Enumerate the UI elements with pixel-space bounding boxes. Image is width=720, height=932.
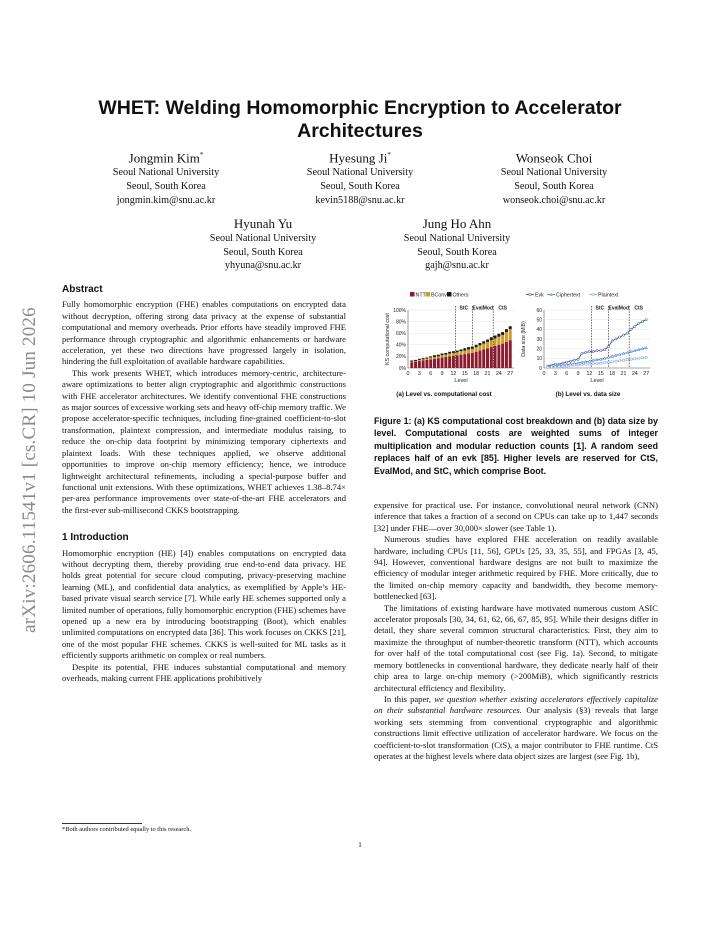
bar-segment [425, 359, 428, 360]
bar-segment [414, 360, 417, 361]
data-point [573, 359, 575, 361]
bar-segment [410, 362, 413, 363]
author-block [163, 216, 363, 273]
bar-segment [482, 341, 485, 343]
legend-label: Others [452, 292, 469, 299]
data-point [634, 349, 636, 351]
bar-segment [463, 354, 466, 368]
author-name: Wonseok Choi [515, 150, 593, 166]
bar-segment [441, 355, 444, 357]
x-axis-label: Level [590, 378, 604, 384]
bar-segment [452, 356, 455, 368]
bar-segment [501, 332, 504, 335]
data-point [630, 350, 632, 352]
bar-segment [418, 359, 421, 360]
data-point [641, 347, 643, 349]
author-affiliation: Seoul National University [403, 233, 511, 244]
author-block [66, 147, 266, 207]
y-tick-label: 100% [393, 307, 406, 314]
data-point [622, 352, 624, 354]
bar-segment [478, 343, 481, 345]
bar-segment [452, 351, 455, 353]
data-point [566, 365, 568, 367]
data-point [615, 338, 617, 340]
author-location: Seoul, South Korea [223, 246, 303, 258]
data-point [645, 319, 647, 321]
data-point [619, 360, 621, 362]
right-column [374, 500, 658, 762]
text-run: In this paper, [384, 693, 435, 704]
region-label: EvalMod [608, 305, 630, 312]
x-tick-label: 12 [586, 371, 593, 377]
bar-segment [456, 351, 459, 353]
region-label: StC [595, 305, 605, 312]
data-point [581, 352, 583, 354]
y-tick-label: 0% [398, 365, 406, 372]
x-tick-label: 15 [461, 371, 468, 377]
author-location: Seoul, South Korea [126, 180, 206, 192]
x-tick-label: 24 [495, 371, 502, 377]
legend-label: BConv [431, 292, 447, 299]
region-label: CtS [634, 305, 643, 312]
section-heading: 1 Introduction [62, 532, 129, 544]
data-point [588, 350, 590, 352]
bar-segment [505, 342, 508, 368]
x-tick-label: 0 [542, 371, 546, 377]
x-tick-label: 15 [597, 371, 604, 377]
data-point [600, 350, 602, 352]
bar-segment [460, 355, 463, 368]
bar-segment [452, 353, 455, 356]
bar-segment [448, 356, 451, 368]
data-point [604, 362, 606, 364]
y-tick-label: 30 [536, 336, 542, 343]
data-point [584, 360, 586, 362]
y-tick-label: 40 [536, 327, 542, 334]
x-axis-label: Level [454, 378, 468, 384]
bar-segment [494, 346, 497, 368]
data-point [645, 346, 647, 348]
author-location: Seoul, South Korea [320, 180, 400, 192]
author-name: Jung Ho Ahn [422, 216, 492, 231]
bar-segment [509, 340, 512, 368]
data-point [581, 361, 583, 363]
data-point [634, 358, 636, 360]
author-location: Seoul, South Korea [417, 246, 497, 258]
data-point [596, 362, 598, 364]
x-tick-label: 27 [507, 371, 514, 377]
legend-swatch [426, 292, 431, 297]
y-tick-label: 20% [395, 354, 406, 361]
author-mark: * [387, 151, 391, 159]
data-point [588, 363, 590, 365]
text-run: Our analysis (§3) reveals that large working sets stemming from conventional cryptographic and algorithmic constructions limit effective utilization of accelerator hardware. We focus on the coefficient-to-slot transformation (CtS), a major contributor to FHE runtime. CtS operates at the highest levels where data object sizes are largest (see Fig. 1b), [374, 705, 659, 761]
bar-segment [497, 345, 500, 368]
legend-marker [529, 293, 531, 295]
region-label: StC [459, 305, 469, 312]
author-name: Jongmin Kim [128, 150, 200, 166]
bar-segment [475, 347, 478, 352]
body-paragraph: expensive for practical use. For instance, convolutional neural network (CNN) inference that takes a fraction of a second on CPUs can take up to 1,447 seconds [32] under FHE—over 30,000× slower (see Table 1). [374, 500, 658, 533]
bar-segment [494, 336, 497, 339]
arxiv-identifier: arXiv:2606.11541v1 [cs.CR] 10 Jun 2026 [19, 307, 40, 633]
legend-swatch [410, 292, 415, 297]
x-tick-label: 18 [473, 371, 480, 377]
data-point [577, 364, 579, 366]
x-tick-label: 6 [565, 371, 569, 377]
legend-label: NTT [415, 292, 426, 299]
y-axis-label: KS computational cost [385, 313, 391, 365]
paper-title: WHET: Welding Homomorphic Encryption to Accelerator Architectures [98, 97, 622, 142]
x-tick-label: 6 [429, 371, 433, 377]
x-tick-label: 9 [576, 371, 580, 377]
data-point [626, 359, 628, 361]
data-point [622, 334, 624, 336]
data-point [570, 365, 572, 367]
bar-segment [471, 353, 474, 368]
legend-label: Ciphertext [556, 292, 581, 299]
data-point [577, 362, 579, 364]
bar-segment [509, 326, 512, 329]
x-tick-label: 12 [450, 371, 457, 377]
y-axis-label: Data size (MiB) [521, 321, 527, 357]
data-point [558, 366, 560, 368]
bar-segment [501, 344, 504, 368]
bar-segment [471, 347, 474, 349]
data-point [603, 349, 605, 351]
data-point [596, 358, 598, 360]
data-point [611, 355, 613, 357]
x-tick-label: 21 [484, 371, 491, 377]
bar-segment [425, 360, 428, 368]
y-tick-label: 80% [395, 319, 406, 326]
data-point [607, 346, 609, 348]
bar-segment [441, 358, 444, 368]
bar-segment [467, 349, 470, 353]
bar-segment [478, 345, 481, 350]
subcaption-a: (a) Level vs. computational cost [396, 391, 492, 398]
data-point [581, 364, 583, 366]
bar-segment [471, 349, 474, 353]
bar-segment [429, 356, 432, 357]
bar-segment [490, 337, 493, 340]
body-paragraph: The limitations of existing hardware have motivated numerous custom ASIC accelerator proposals [30, 34, 61, 62, 66, 67, 85, 95]. While their designs differ in detail, they share several common structural characteristics. First, they aim to maximize the throughput of number-theoretic transform (NTT), which accounts for over half of the total computational cost (see Fig. 1a). Second, to mitigate memory bottlenecks in conventional hardware, they dedicate nearly half of their chip area to large on-chip memory (>200MiB), which significantly restricts architectural efficiency and flexibility. [374, 602, 658, 693]
y-tick-label: 50 [536, 317, 542, 324]
data-point [607, 356, 609, 358]
data-point [592, 363, 594, 365]
data-point [592, 359, 594, 361]
legend-marker [592, 294, 594, 296]
bar-segment [448, 354, 451, 357]
data-point [596, 350, 598, 352]
region-label: EvalMod [472, 305, 494, 312]
data-point [573, 364, 575, 366]
legend-label: Evk [535, 292, 544, 299]
data-point [630, 328, 632, 330]
bar-segment [422, 358, 425, 359]
abstract-paragraph: This work presents WHET, which introduces memory-centric, architecture-aware optimizations to better align cryptographic and algorithmic constructions with FHE accelerator architectures. We identify conventional FHE constructions as major sources of excessive working sets and heavy off-chip memory traffic. We propose accelerator-specific techniques, including fine-grained coefficient-to-slot transformation, plaintext compression, and intermediate modulus raising, to reduce the on-chip data footprint by minimizing temporary ciphertexts and plaintext loads. With these techniques applied, we observe additional opportunities to improve on-chip memory efficiency; hence, we introduce lightweight architectural refinements, including a special-purpose buffer and functional unit extensions. With these optimizations, WHET achieves 1.38–8.74× per-area performance improvements over state-of-the-art FHE accelerators and the first-ever sub-millisecond CKKS bootstrapping. [62, 367, 346, 515]
data-point [611, 361, 613, 363]
bar-segment [429, 358, 432, 360]
bar-segment [486, 340, 489, 342]
bar-segment [494, 338, 497, 346]
body-paragraph [374, 694, 658, 762]
author-location: Seoul, South Korea [514, 180, 594, 192]
left-column [62, 284, 346, 684]
bar-segment [486, 342, 489, 348]
bar-segment [460, 349, 463, 351]
data-point [626, 332, 628, 334]
bar-segment [486, 348, 489, 368]
x-tick-label: 24 [631, 371, 638, 377]
region-label: CtS [498, 305, 507, 312]
author-email: wonseok.choi@snu.ac.kr [502, 194, 606, 206]
data-point [585, 351, 587, 353]
x-tick-label: 3 [417, 371, 421, 377]
author-email: yhyuna@snu.ac.kr [224, 260, 302, 272]
data-point [577, 358, 579, 360]
data-point [638, 322, 640, 324]
data-point [638, 357, 640, 359]
bar-segment [414, 361, 417, 362]
author-mark: * [199, 151, 204, 159]
bar-segment [509, 329, 512, 340]
legend-swatch [447, 292, 452, 297]
abstract-paragraph: Fully homomorphic encryption (FHE) enables computations on encrypted data without decryption, offering strong data privacy at the expense of substantial computational and memory overheads. Prior efforts have steadily improved FHE performance through cryptographic and algorithmic enhancements or hardware acceleration, yet these two directions have progressed largely in isolation, hindering the full exploitation of available hardware capabilities. [62, 299, 346, 367]
data-point [626, 351, 628, 353]
data-point [641, 321, 643, 323]
bar-segment [418, 360, 421, 361]
bar-segment [505, 329, 508, 332]
bar-segment [429, 359, 432, 368]
legend-label: Plaintext [598, 292, 619, 299]
y-tick-label: 60% [395, 331, 406, 337]
bar-segment [463, 348, 466, 350]
chart-a [385, 292, 514, 384]
bar-segment [444, 357, 447, 368]
bar-segment [478, 351, 481, 368]
y-tick-label: 10 [536, 356, 542, 363]
author-email: kevin5188@snu.ac.kr [315, 194, 405, 206]
data-point [607, 361, 609, 363]
author-name: Hyunah Yu [233, 216, 293, 231]
author-block [454, 147, 654, 207]
abstract-heading: Abstract [62, 284, 103, 295]
bar-segment [410, 360, 413, 361]
bar-segment [433, 359, 436, 368]
bar-segment [422, 359, 425, 360]
bar-segment [414, 362, 417, 368]
bar-segment [467, 347, 470, 349]
data-point [615, 354, 617, 356]
x-tick-label: 0 [406, 371, 410, 377]
x-tick-label: 18 [609, 371, 616, 377]
author-affiliation: Seoul National University [500, 167, 608, 179]
data-point [645, 356, 647, 358]
legend-marker [550, 293, 552, 295]
bar-segment [433, 355, 436, 357]
y-tick-label: 20 [536, 346, 542, 353]
data-point [619, 353, 621, 355]
bar-segment [482, 349, 485, 368]
x-tick-label: 3 [553, 371, 557, 377]
bar-segment [456, 352, 459, 355]
y-tick-label: 0 [539, 365, 542, 372]
data-point [551, 366, 553, 368]
bar-segment [425, 358, 428, 359]
author-email: gajh@snu.ac.kr [425, 260, 489, 272]
body-paragraph: Despite its potential, FHE induces substantial computational and memory overheads, making current FHE applications prohibitively [62, 661, 346, 683]
bar-segment [490, 347, 493, 368]
bar-segment [505, 332, 508, 342]
bar-segment [460, 351, 463, 354]
bar-segment [433, 357, 436, 359]
bar-segment [463, 351, 466, 354]
bar-segment [475, 352, 478, 368]
data-point [634, 325, 636, 327]
data-point [569, 360, 571, 362]
x-tick-label: 9 [440, 371, 444, 377]
bar-segment [490, 340, 493, 347]
footnote-rule [62, 823, 142, 824]
bar-segment [475, 345, 478, 347]
bar-segment [437, 356, 440, 358]
figure-1 [372, 288, 664, 398]
figure-caption: Figure 1: (a) KS computational cost breakdown and (b) data size by level. Computational costs are weighted sums of integer multiplication and modular reduction counts [1]. A random seed replaces half of an evk [85]. Higher levels are reserved for CtS, EvalMod, and StC, which comprise Boot. [374, 416, 658, 476]
data-point [547, 367, 549, 369]
x-tick-label: 21 [620, 371, 627, 377]
author-email: jongmin.kim@snu.ac.kr [116, 194, 216, 206]
data-point [619, 336, 621, 338]
footnote: *Both authors contributed equally to this research. [62, 826, 192, 833]
bar-segment [437, 358, 440, 368]
data-point [630, 358, 632, 360]
author-block [357, 216, 557, 273]
data-point [588, 360, 590, 362]
author-affiliation: Seoul National University [209, 233, 317, 244]
bar-segment [482, 344, 485, 350]
bar-segment [441, 354, 444, 356]
data-point [585, 363, 587, 365]
data-point [554, 366, 556, 368]
data-point [623, 359, 625, 361]
y-tick-label: 40% [395, 342, 406, 349]
bar-segment [437, 355, 440, 357]
bar-segment [444, 355, 447, 357]
x-tick-label: 27 [643, 371, 650, 377]
emphasis-text: we question whether existing accelerators effectively capitalize on their substantial hardware resources. [374, 693, 658, 716]
author-block [260, 147, 460, 207]
data-point [603, 357, 605, 359]
bar-segment [418, 361, 421, 368]
bar-segment [497, 337, 500, 345]
data-point [600, 362, 602, 364]
data-point [641, 357, 643, 359]
bar-segment [448, 352, 451, 354]
body-paragraph: Numerous studies have explored FHE acceleration on readily available hardware, including CPUs [11, 56], GPUs [25, 33, 35, 55], and FPGAs [3, 45, 94]. However, conventional hardware designs are not built to maximize the efficiency of modular integer arithmetic required by FHE. More critically, due to the limited on-chip memory capacity and bandwidth, they become memory-bottlenecked [63]. [374, 534, 658, 602]
author-affiliation: Seoul National University [306, 167, 414, 179]
data-point [611, 340, 613, 342]
bar-segment [410, 362, 413, 368]
data-point [562, 365, 564, 367]
data-point [592, 350, 594, 352]
chart-b [521, 292, 650, 384]
bar-segment [467, 354, 470, 369]
page-number: 1 [358, 840, 362, 849]
data-point [615, 360, 617, 362]
bar-segment [456, 355, 459, 368]
bar-segment [444, 353, 447, 355]
y-tick-label: 60 [536, 307, 542, 314]
bar-segment [422, 360, 425, 368]
bar-segment [501, 335, 504, 344]
bar-segment [497, 334, 500, 337]
subcaption-b: (b) Level vs. data size [555, 391, 621, 398]
author-affiliation: Seoul National University [112, 167, 220, 179]
author-name: Hyesung Ji [329, 150, 388, 166]
body-paragraph: Homomorphic encryption (HE) [4]) enables computations on encrypted data without decrypting them, thereby providing true end-to-end data privacy. HE holds great potential for secure cloud computing, privacy-preserving machine learning (ML), and confidential data analytics, as exemplified by Apple’s HE-based private visual search service [7]. While early HE schemes supported only a limited number of operations, fully homomorphic encryption (FHE) schemes have opened up a new era by introducing bootstrapping (Boot), which enables unlimited computations on encrypted data [36]. This work focuses on CKKS [21], one of the most popular FHE schemes. CKKS is well-suited for ML tasks as it efficiently supports arithmetic on complex or real numbers. [62, 547, 346, 661]
